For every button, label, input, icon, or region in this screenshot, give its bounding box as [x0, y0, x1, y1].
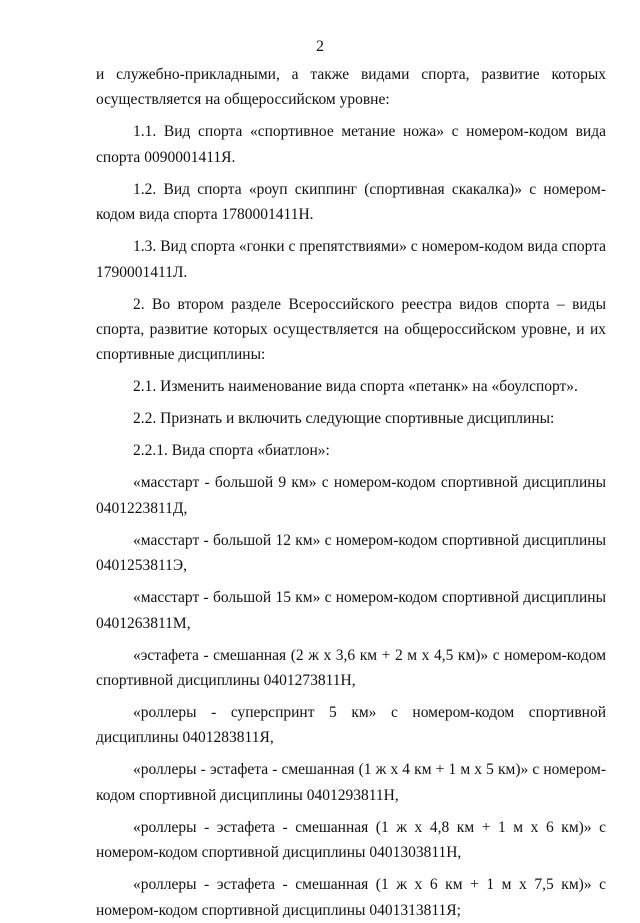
paragraph: 1.3. Вид спорта «гонки с препятствиями» с номером-кодом вида спорта 1790001411Л.	[96, 238, 606, 281]
paragraph: 1.2. Вид спорта «роуп скиппинг (спортивная скакалка)» с номером-кодом вида спорта 1780001411Н.	[96, 180, 606, 224]
paragraph: 2.2. Признать и включить следующие спортивные дисциплины:	[133, 410, 555, 428]
paragraph: 2.2.1. Вида спорта «биатлон»:	[133, 442, 330, 460]
paragraph: «эстафета - смешанная (2 ж х 3,6 км + 2 м х 4,5 км)» с номером-кодом спортивной дисциплины 0401273811Н,	[96, 646, 606, 690]
paragraph: «роллеры - суперспринт 5 км» с номером-кодом спортивной дисциплины 0401283811Я,	[96, 704, 606, 747]
paragraph: «масстарт - большой 12 км» с номером-кодом спортивной дисциплины 0401253811Э,	[96, 531, 606, 575]
paragraph: и служебно-прикладными, а также видами спорта, развитие которых осуществляется на общероссийском уровне:	[96, 66, 606, 109]
paragraph: 2. Во втором разделе Всероссийского реестра видов спорта – виды спорта, развитие которых осуществляется на общероссийском уровне, и их спортивные дисциплины:	[96, 295, 606, 364]
paragraph: «роллеры - эстафета - смешанная (1 ж х 4,8 км + 1 м х 6 км)» с номером-кодом спортивной дисциплины 0401303811Н,	[96, 818, 606, 862]
paragraph: 1.1. Вид спорта «спортивное метание ножа» с номером-кодом вида спорта 0090001411Я.	[96, 123, 606, 166]
paragraph: 2.1. Изменить наименование вида спорта «петанк» на «боулспорт».	[133, 378, 578, 396]
paragraph: «масстарт - большой 15 км» с номером-кодом спортивной дисциплины 0401263811М,	[96, 589, 606, 632]
paragraph: «роллеры - эстафета - смешанная (1 ж х 6 км + 1 м х 7,5 км)» с номером-кодом спортивной дисциплины 0401313811Я;	[96, 876, 606, 919]
page-number: 2	[316, 38, 324, 55]
paragraph: «масстарт - большой 9 км» с номером-кодом спортивной дисциплины 0401223811Д,	[96, 474, 606, 517]
paragraph: «роллеры - эстафета - смешанная (1 ж х 4 км + 1 м х 5 км)» с номером-кодом спортивной дисциплины 0401293811Н,	[96, 761, 606, 804]
document-body	[96, 62, 606, 923]
